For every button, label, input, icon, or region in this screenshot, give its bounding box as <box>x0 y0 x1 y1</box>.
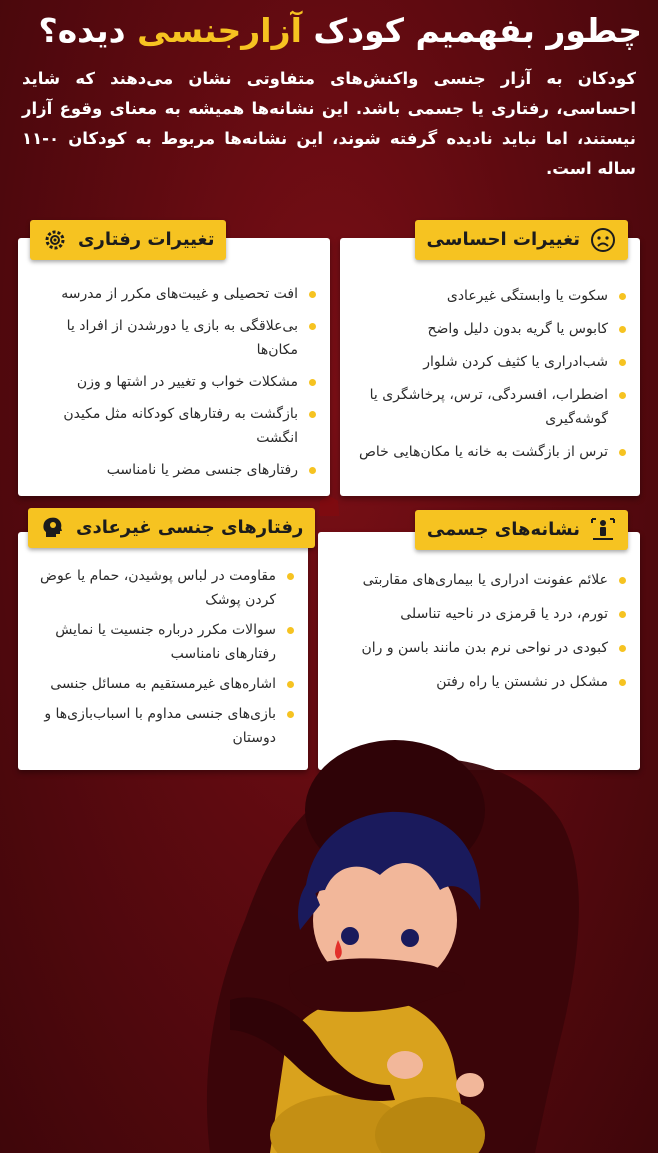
list-item: افت تحصیلی و غیبت‌های مکرر از مدرسه <box>28 282 316 306</box>
watermark-icon: ☗ <box>316 490 342 523</box>
ribbon-sexual-behavior <box>28 508 315 548</box>
list-item: کابوس یا گریه بدون دلیل واضح <box>350 317 626 341</box>
physical-list <box>318 532 640 694</box>
list-item: مشکلات خواب و تغییر در اشتها و وزن <box>28 370 316 394</box>
emotional-list <box>340 238 640 464</box>
ribbon-behavioral <box>30 220 226 260</box>
list-item: مقاومت در لباس پوشیدن، حمام یا عوض کردن پوشک <box>26 564 294 612</box>
ribbon-physical <box>415 510 628 550</box>
card-behavioral-changes <box>18 238 330 496</box>
list-item: کبودی در نواحی نرم بدن مانند باسن و ران <box>328 636 626 660</box>
card-abnormal-sexual-behavior <box>18 532 308 770</box>
title-highlight: آزارجنسی <box>137 11 302 50</box>
ribbon-sexual-behavior-title: رفتارهای جنسی غیرعادی <box>76 517 304 538</box>
child-abuse-illustration <box>0 740 658 1153</box>
head-gear-icon <box>40 515 66 541</box>
list-item: اضطراب، افسردگی، ترس، پرخاشگری یا گوشه‌گیری <box>350 383 626 431</box>
list-item: علائم عفونت ادراری یا بیماری‌های مقاربتی <box>328 568 626 592</box>
list-item: ترس از بازگشت به خانه یا مکان‌هایی خاص <box>350 440 626 464</box>
body-scan-icon <box>590 517 616 543</box>
card-physical-signs <box>318 532 640 770</box>
ribbon-emotional-title: تغییرات احساسی <box>426 229 580 250</box>
list-item: بی‌علاقگی به بازی یا دورشدن از افراد یا مکان‌ها <box>28 314 316 362</box>
gear-target-icon <box>42 227 68 253</box>
behavioral-list <box>18 238 330 482</box>
card-emotional-changes <box>340 238 640 496</box>
list-item: تورم، درد یا قرمزی در ناحیه تناسلی <box>328 602 626 626</box>
ribbon-emotional <box>415 220 628 260</box>
intro-text: کودکان به آزار جنسی واکنش‌های متفاوتی نشان می‌دهند که شاید احساسی، رفتاری یا جسمی باشد. این نشانه‌ها همیشه به معنای وقوع آزار نیستند، اما نباید نادیده گرفته شوند، این نشانه‌ها مربوط به کودکان ۰-۱۱ ساله است. <box>22 69 636 178</box>
ribbon-physical-title: نشانه‌های جسمی <box>426 519 580 540</box>
list-item: مشکل در نشستن یا راه رفتن <box>328 670 626 694</box>
list-item: سوالات مکرر درباره جنسیت یا نمایش رفتارهای نامناسب <box>26 618 294 666</box>
ribbon-behavioral-title: تغییرات رفتاری <box>78 229 215 250</box>
sad-face-icon <box>590 227 616 253</box>
list-item: بازی‌های جنسی مداوم با اسباب‌بازی‌ها و دوستان <box>26 702 294 750</box>
list-item: سکوت یا وابستگی غیرعادی <box>350 284 626 308</box>
list-item: رفتارهای جنسی مضر یا نامناسب <box>28 458 316 482</box>
list-item: شب‌ادراری یا کثیف کردن شلوار <box>350 350 626 374</box>
page-title: چطور بفهمیم کودک آزارجنسی دیده؟ <box>38 11 642 50</box>
list-item: اشاره‌های غیرمستقیم به مسائل جنسی <box>26 672 294 696</box>
list-item: بازگشت به رفتارهای کودکانه مثل مکیدن انگشت <box>28 402 316 450</box>
sexual-behavior-list <box>18 532 308 750</box>
